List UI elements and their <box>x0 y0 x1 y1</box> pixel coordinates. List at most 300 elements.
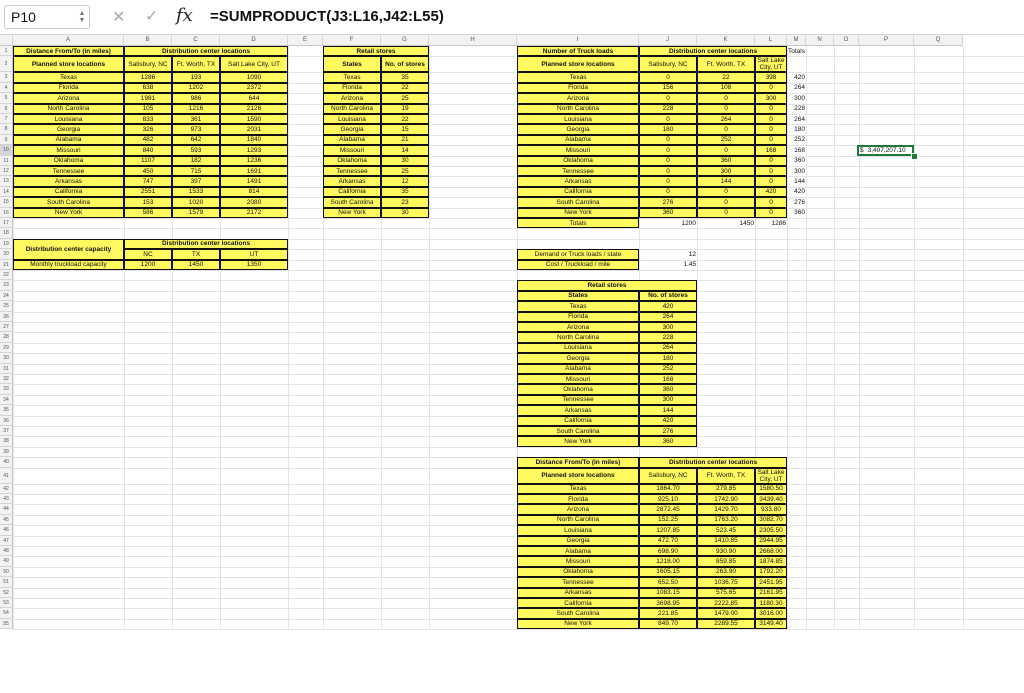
cost-cell[interactable]: 2222.85 <box>697 598 755 608</box>
distance-cell[interactable]: 1590 <box>220 114 288 124</box>
param-label[interactable]: Cost / Truckload / mile <box>517 260 639 270</box>
truck-cell[interactable]: 0 <box>639 72 697 82</box>
distance-cell[interactable]: 1216 <box>172 104 220 114</box>
retail2-cell[interactable]: 144 <box>639 405 697 415</box>
row-header[interactable]: 34 <box>0 395 13 405</box>
cost-cell[interactable]: Alabama <box>517 546 639 556</box>
retail-cell[interactable]: 35 <box>381 72 429 82</box>
retail2-cell[interactable]: Texas <box>517 301 639 311</box>
cost-cell[interactable]: 2668.00 <box>755 546 787 556</box>
distance-table-row-header[interactable]: Planned store locations <box>13 56 124 72</box>
cost-cell[interactable]: 2161.95 <box>755 588 787 598</box>
truck-total[interactable]: 1286 <box>771 219 786 227</box>
distance-cell[interactable]: 1020 <box>172 197 220 207</box>
column-header-p[interactable]: P <box>859 35 914 46</box>
distance-cell[interactable]: 2126 <box>220 104 288 114</box>
column-header-m[interactable]: M <box>787 35 806 46</box>
retail-cell[interactable]: Arkansas <box>323 176 381 186</box>
column-header-d[interactable]: D <box>220 35 288 46</box>
retail-cell[interactable]: Tennessee <box>323 166 381 176</box>
distance-cell[interactable]: 1236 <box>220 156 288 166</box>
truck-cell[interactable]: North Carolina <box>517 104 639 114</box>
distance-cell[interactable]: 638 <box>124 83 172 93</box>
row-header[interactable]: 54 <box>0 608 13 618</box>
cost-table-title[interactable]: Distance From/To (in miles) <box>517 457 639 467</box>
row-header[interactable]: 12 <box>0 166 13 176</box>
truck-total[interactable]: 1200 <box>681 219 696 227</box>
truck-cell[interactable]: 0 <box>697 197 755 207</box>
truck-cell[interactable]: 0 <box>755 197 787 207</box>
distance-cell[interactable]: California <box>13 187 124 197</box>
fill-handle[interactable] <box>911 153 918 160</box>
truck-row-total[interactable]: 264 <box>794 115 805 123</box>
distance-cell[interactable]: 840 <box>124 145 172 155</box>
truck-cell[interactable]: 0 <box>697 93 755 103</box>
truck-totals-header[interactable]: Totals <box>788 47 805 55</box>
cost-col-header[interactable]: Salt Lake City, UT <box>755 468 787 484</box>
row-header[interactable]: 25 <box>0 301 13 311</box>
capacity-col-header[interactable]: NC <box>124 249 172 259</box>
distance-cell[interactable]: 1293 <box>220 145 288 155</box>
truck-cell[interactable]: 156 <box>639 83 697 93</box>
distance-cell[interactable]: 1202 <box>172 83 220 93</box>
retail-cell[interactable]: New York <box>323 208 381 218</box>
row-header[interactable]: 51 <box>0 577 13 587</box>
truck-cell[interactable]: 0 <box>755 83 787 93</box>
cost-cell[interactable]: 3698.95 <box>639 598 697 608</box>
cost-cell[interactable]: 575.65 <box>697 588 755 598</box>
retail2-cell[interactable]: California <box>517 416 639 426</box>
row-header[interactable]: 32 <box>0 374 13 384</box>
distance-cell[interactable]: 2080 <box>220 197 288 207</box>
capacity-value[interactable]: 1200 <box>124 260 172 270</box>
truck-cell[interactable]: Arizona <box>517 93 639 103</box>
distance-cell[interactable]: 2031 <box>220 124 288 134</box>
row-header[interactable]: 22 <box>0 270 13 280</box>
truck-table-group-header[interactable]: Distribution center locations <box>639 46 787 56</box>
cost-cell[interactable]: Arkansas <box>517 588 639 598</box>
cost-cell[interactable]: New York <box>517 619 639 629</box>
retail-cell[interactable]: 35 <box>381 187 429 197</box>
cost-cell[interactable]: Arizona <box>517 504 639 514</box>
row-header[interactable]: 2 <box>0 56 13 72</box>
distance-cell[interactable]: Oklahoma <box>13 156 124 166</box>
capacity-row-label[interactable]: Monthly truckload capacity <box>13 260 124 270</box>
retail2-cell[interactable]: Georgia <box>517 353 639 363</box>
cost-col-header[interactable]: Ft. Worth, TX <box>697 468 755 484</box>
row-header[interactable]: 52 <box>0 588 13 598</box>
row-header[interactable]: 43 <box>0 494 13 504</box>
distance-cell[interactable]: 1691 <box>220 166 288 176</box>
truck-cell[interactable]: 0 <box>639 145 697 155</box>
retail-cell[interactable]: 30 <box>381 208 429 218</box>
truck-cell[interactable]: California <box>517 187 639 197</box>
retail2-cell[interactable]: North Carolina <box>517 332 639 342</box>
truck-cell[interactable]: Florida <box>517 83 639 93</box>
truck-cell[interactable]: 300 <box>697 166 755 176</box>
truck-cell[interactable]: 0 <box>697 104 755 114</box>
cancel-icon[interactable]: ✕ <box>112 9 126 26</box>
retail2-cell[interactable]: 168 <box>639 374 697 384</box>
retail2-cell[interactable]: Oklahoma <box>517 384 639 394</box>
distance-cell[interactable]: 814 <box>220 187 288 197</box>
param-label[interactable]: Demand or Truck loads / state <box>517 249 639 259</box>
row-header[interactable]: 44 <box>0 504 13 514</box>
distance-cell[interactable]: 586 <box>124 208 172 218</box>
truck-cell[interactable]: 0 <box>755 104 787 114</box>
cost-cell[interactable]: Texas <box>517 484 639 494</box>
cost-cell[interactable]: 3149.40 <box>755 619 787 629</box>
retail-cell[interactable]: 15 <box>381 124 429 134</box>
truck-cell[interactable]: 0 <box>697 208 755 218</box>
row-header[interactable]: 18 <box>0 228 13 238</box>
retail-cell[interactable]: 22 <box>381 83 429 93</box>
truck-row-total[interactable]: 360 <box>794 209 805 217</box>
truck-totals-label[interactable]: Totals <box>517 218 639 228</box>
cost-cell[interactable]: 1580.50 <box>755 484 787 494</box>
cost-cell[interactable]: 1479.00 <box>697 608 755 618</box>
retail2-cell[interactable]: 264 <box>639 343 697 353</box>
distance-cell[interactable]: 397 <box>172 176 220 186</box>
truck-cell[interactable]: 0 <box>755 208 787 218</box>
truck-cell[interactable]: 0 <box>639 93 697 103</box>
name-box-dropdown-icon[interactable]: ▲ ▼ <box>78 10 86 24</box>
cost-cell[interactable]: 3082.70 <box>755 515 787 525</box>
row-header[interactable]: 11 <box>0 156 13 166</box>
retail2-cell[interactable]: 252 <box>639 364 697 374</box>
retail2-cell[interactable]: 420 <box>639 301 697 311</box>
retail-cell[interactable]: 12 <box>381 176 429 186</box>
retail2-cell[interactable]: 300 <box>639 395 697 405</box>
truck-cell[interactable]: Tennessee <box>517 166 639 176</box>
retail-cell[interactable]: Missouri <box>323 145 381 155</box>
retail-cell[interactable]: Arizona <box>323 93 381 103</box>
row-header[interactable]: 26 <box>0 312 13 322</box>
row-header[interactable]: 50 <box>0 567 13 577</box>
distance-table-col-header[interactable]: Salisbury, NC <box>124 56 172 72</box>
cost-col-header[interactable]: Salisbury, NC <box>639 468 697 484</box>
cost-table-group-header[interactable]: Distribution center locations <box>639 457 787 467</box>
retail-cell[interactable]: 23 <box>381 197 429 207</box>
row-header[interactable]: 9 <box>0 135 13 145</box>
retail2-cell[interactable]: 360 <box>639 436 697 446</box>
param-value[interactable]: 12 <box>688 250 696 258</box>
truck-cell[interactable]: Louisiana <box>517 114 639 124</box>
retail2-title[interactable]: Retail stores <box>517 280 697 290</box>
distance-cell[interactable]: Georgia <box>13 124 124 134</box>
column-header-e[interactable]: E <box>288 35 323 46</box>
cost-cell[interactable]: 849.70 <box>639 619 697 629</box>
column-header-k[interactable]: K <box>697 35 755 46</box>
truck-cell[interactable]: 0 <box>755 124 787 134</box>
retail-cell[interactable]: South Carolina <box>323 197 381 207</box>
truck-cell[interactable]: 398 <box>755 72 787 82</box>
row-header[interactable]: 33 <box>0 384 13 394</box>
truck-cell[interactable]: 0 <box>755 176 787 186</box>
truck-col-header[interactable]: Salisbury, NC <box>639 56 697 72</box>
cost-cell[interactable]: 652.50 <box>639 577 697 587</box>
row-header[interactable]: 21 <box>0 260 13 270</box>
distance-cell[interactable]: 326 <box>124 124 172 134</box>
truck-row-total[interactable]: 300 <box>794 167 805 175</box>
retail-col-states[interactable]: States <box>323 56 381 72</box>
distance-cell[interactable]: 1981 <box>124 93 172 103</box>
cost-cell[interactable]: Tennessee <box>517 577 639 587</box>
cost-cell[interactable]: North Carolina <box>517 515 639 525</box>
cost-cell[interactable]: Oklahoma <box>517 567 639 577</box>
truck-cell[interactable]: South Carolina <box>517 197 639 207</box>
row-header[interactable]: 31 <box>0 364 13 374</box>
truck-cell[interactable]: 252 <box>697 135 755 145</box>
truck-cell[interactable]: Arkansas <box>517 176 639 186</box>
cost-cell[interactable]: 3016.00 <box>755 608 787 618</box>
column-header-l[interactable]: L <box>755 35 787 46</box>
cost-cell[interactable]: 2289.55 <box>697 619 755 629</box>
truck-cell[interactable]: Missouri <box>517 145 639 155</box>
column-header-c[interactable]: C <box>172 35 220 46</box>
retail-cell[interactable]: North Carolina <box>323 104 381 114</box>
retail2-col-states[interactable]: States <box>517 291 639 301</box>
column-header-a[interactable]: A <box>13 35 124 46</box>
cost-cell[interactable]: 1083.15 <box>639 588 697 598</box>
row-header[interactable]: 30 <box>0 353 13 363</box>
retail2-cell[interactable]: Alabama <box>517 364 639 374</box>
retail-cell[interactable]: Georgia <box>323 124 381 134</box>
retail-cell[interactable]: California <box>323 187 381 197</box>
row-header[interactable]: 5 <box>0 93 13 103</box>
truck-cell[interactable]: 0 <box>755 166 787 176</box>
truck-cell[interactable]: 22 <box>697 72 755 82</box>
cost-cell[interactable]: 1410.85 <box>697 536 755 546</box>
distance-cell[interactable]: 1090 <box>220 72 288 82</box>
distance-cell[interactable]: 1533 <box>172 187 220 197</box>
capacity-col-header[interactable]: UT <box>220 249 288 259</box>
cost-cell[interactable]: Louisiana <box>517 525 639 535</box>
capacity-value[interactable]: 1350 <box>220 260 288 270</box>
row-header[interactable]: 13 <box>0 176 13 186</box>
distance-cell[interactable]: 833 <box>124 114 172 124</box>
truck-cell[interactable]: 276 <box>639 197 697 207</box>
insert-function-icon[interactable]: fx <box>176 5 193 26</box>
column-header-q[interactable]: Q <box>914 35 963 46</box>
truck-cell[interactable]: 144 <box>697 176 755 186</box>
result-cell-p10[interactable] <box>857 145 914 155</box>
truck-cell[interactable]: 0 <box>697 187 755 197</box>
row-header[interactable]: 7 <box>0 114 13 124</box>
truck-row-total[interactable]: 300 <box>794 94 805 102</box>
row-header[interactable]: 28 <box>0 332 13 342</box>
cost-cell[interactable]: 1792.20 <box>755 567 787 577</box>
truck-cell[interactable]: 0 <box>697 145 755 155</box>
truck-cell[interactable]: 264 <box>697 114 755 124</box>
distance-cell[interactable]: 715 <box>172 166 220 176</box>
row-header[interactable]: 41 <box>0 468 13 484</box>
retail2-cell[interactable]: 264 <box>639 312 697 322</box>
cost-cell[interactable]: 1218.00 <box>639 556 697 566</box>
cost-cell[interactable]: South Carolina <box>517 608 639 618</box>
cost-cell[interactable]: 698.90 <box>639 546 697 556</box>
truck-cell[interactable]: New York <box>517 208 639 218</box>
row-header[interactable]: 55 <box>0 619 13 629</box>
row-header[interactable]: 46 <box>0 525 13 535</box>
distance-table-title[interactable]: Distance From/To (in miles) <box>13 46 124 56</box>
distance-cell[interactable]: 1491 <box>220 176 288 186</box>
distance-cell[interactable]: 482 <box>124 135 172 145</box>
retail2-cell[interactable]: 276 <box>639 426 697 436</box>
capacity-col-header[interactable]: TX <box>172 249 220 259</box>
truck-total[interactable]: 1450 <box>739 219 754 227</box>
distance-cell[interactable]: Louisiana <box>13 114 124 124</box>
distance-cell[interactable]: 642 <box>172 135 220 145</box>
truck-cell[interactable]: 360 <box>697 156 755 166</box>
cost-cell[interactable]: 1180.30 <box>755 598 787 608</box>
column-header-f[interactable]: F <box>323 35 381 46</box>
column-header-i[interactable]: I <box>517 35 639 46</box>
distance-cell[interactable]: 105 <box>124 104 172 114</box>
truck-row-total[interactable]: 420 <box>794 74 805 82</box>
retail-col-stores[interactable]: No. of stores <box>381 56 429 72</box>
distance-cell[interactable]: Tennessee <box>13 166 124 176</box>
capacity-group-header[interactable]: Distribution center locations <box>124 239 288 249</box>
cost-cell[interactable]: 1036.75 <box>697 577 755 587</box>
truck-col-header[interactable]: Salt Lake City, UT <box>755 56 787 72</box>
distance-cell[interactable]: 2372 <box>220 83 288 93</box>
truck-cell[interactable]: 0 <box>639 135 697 145</box>
row-header[interactable]: 17 <box>0 218 13 228</box>
cost-cell[interactable]: 2944.95 <box>755 536 787 546</box>
row-header[interactable]: 16 <box>0 208 13 218</box>
distance-cell[interactable]: 593 <box>172 145 220 155</box>
truck-row-total[interactable]: 252 <box>794 136 805 144</box>
cost-cell[interactable]: 1763.20 <box>697 515 755 525</box>
truck-col-header[interactable]: Ft. Worth, TX <box>697 56 755 72</box>
retail2-cell[interactable]: 300 <box>639 322 697 332</box>
distance-cell[interactable]: 1840 <box>220 135 288 145</box>
distance-cell[interactable]: 1579 <box>172 208 220 218</box>
column-header-j[interactable]: J <box>639 35 697 46</box>
truck-cell[interactable]: 0 <box>755 156 787 166</box>
distance-cell[interactable]: 1107 <box>124 156 172 166</box>
row-header[interactable]: 39 <box>0 447 13 457</box>
retail-cell[interactable]: 19 <box>381 104 429 114</box>
truck-cell[interactable]: 360 <box>639 208 697 218</box>
column-header-n[interactable]: N <box>806 35 834 46</box>
row-header[interactable]: 53 <box>0 598 13 608</box>
truck-table-row-header[interactable]: Planned store locations <box>517 56 639 72</box>
row-header[interactable]: 3 <box>0 72 13 82</box>
row-header[interactable]: 42 <box>0 484 13 494</box>
retail-cell[interactable]: 21 <box>381 135 429 145</box>
truck-cell[interactable]: 168 <box>755 145 787 155</box>
distance-cell[interactable]: 450 <box>124 166 172 176</box>
retail2-cell[interactable]: Arkansas <box>517 405 639 415</box>
retail2-cell[interactable]: 180 <box>639 353 697 363</box>
truck-cell[interactable]: 0 <box>639 156 697 166</box>
capacity-label[interactable]: Distribution center capacity <box>13 239 124 260</box>
distance-cell[interactable]: 986 <box>172 93 220 103</box>
row-header[interactable]: 15 <box>0 197 13 207</box>
truck-cell[interactable]: Texas <box>517 72 639 82</box>
cost-cell[interactable]: California <box>517 598 639 608</box>
cost-cell[interactable]: 930.90 <box>697 546 755 556</box>
cost-cell[interactable]: 523.45 <box>697 525 755 535</box>
distance-cell[interactable]: North Carolina <box>13 104 124 114</box>
distance-cell[interactable]: Arizona <box>13 93 124 103</box>
distance-cell[interactable]: 153 <box>124 197 172 207</box>
row-header[interactable]: 45 <box>0 515 13 525</box>
row-header[interactable]: 23 <box>0 280 13 290</box>
row-header[interactable]: 6 <box>0 104 13 114</box>
distance-cell[interactable]: Florida <box>13 83 124 93</box>
truck-row-total[interactable]: 144 <box>794 178 805 186</box>
row-header[interactable]: 19 <box>0 239 13 249</box>
row-header[interactable]: 37 <box>0 426 13 436</box>
retail-cell[interactable]: Louisiana <box>323 114 381 124</box>
distance-cell[interactable]: Arkansas <box>13 176 124 186</box>
cost-cell[interactable]: 2451.95 <box>755 577 787 587</box>
confirm-icon[interactable]: ✓ <box>145 8 159 25</box>
row-header[interactable]: 40 <box>0 457 13 467</box>
cost-cell[interactable]: 1605.15 <box>639 567 697 577</box>
cost-cell[interactable]: 1874.85 <box>755 556 787 566</box>
truck-table-title[interactable]: Number of Truck loads <box>517 46 639 56</box>
retail-cell[interactable]: 25 <box>381 166 429 176</box>
cost-cell[interactable]: 1207.85 <box>639 525 697 535</box>
corner-select-all[interactable] <box>0 35 13 46</box>
column-header-b[interactable]: B <box>124 35 172 46</box>
row-header[interactable]: 8 <box>0 124 13 134</box>
param-value[interactable]: 1.45 <box>683 261 696 269</box>
row-header[interactable]: 27 <box>0 322 13 332</box>
truck-cell[interactable]: 300 <box>755 93 787 103</box>
truck-row-total[interactable]: 264 <box>794 84 805 92</box>
cost-table-row-header[interactable]: Planned store locations <box>517 468 639 484</box>
retail-cell[interactable]: 22 <box>381 114 429 124</box>
retail-cell[interactable]: Alabama <box>323 135 381 145</box>
distance-cell[interactable]: Alabama <box>13 135 124 145</box>
distance-table-col-header[interactable]: Salt Lake City, UT <box>220 56 288 72</box>
truck-cell[interactable]: 0 <box>755 135 787 145</box>
row-header[interactable]: 14 <box>0 187 13 197</box>
row-header[interactable]: 10 <box>0 145 13 155</box>
cost-cell[interactable]: 472.70 <box>639 536 697 546</box>
truck-row-total[interactable]: 228 <box>794 105 805 113</box>
distance-cell[interactable]: 361 <box>172 114 220 124</box>
retail2-cell[interactable]: Arizona <box>517 322 639 332</box>
retail2-cell[interactable]: 360 <box>639 384 697 394</box>
retail-cell[interactable]: 30 <box>381 156 429 166</box>
retail2-cell[interactable]: South Carolina <box>517 426 639 436</box>
cost-cell[interactable]: 859.85 <box>697 556 755 566</box>
cost-cell[interactable]: 1429.70 <box>697 504 755 514</box>
retail2-col-stores[interactable]: No. of stores <box>639 291 697 301</box>
retail-table-title[interactable]: Retail stores <box>323 46 429 56</box>
cost-cell[interactable]: 263.90 <box>697 567 755 577</box>
distance-table-col-header[interactable]: Ft. Worth, TX <box>172 56 220 72</box>
row-header[interactable]: 49 <box>0 556 13 566</box>
truck-cell[interactable]: 0 <box>639 166 697 176</box>
capacity-value[interactable]: 1450 <box>172 260 220 270</box>
retail2-cell[interactable]: 228 <box>639 332 697 342</box>
row-header[interactable]: 47 <box>0 536 13 546</box>
distance-cell[interactable]: Texas <box>13 72 124 82</box>
truck-cell[interactable]: 0 <box>639 114 697 124</box>
distance-cell[interactable]: 2172 <box>220 208 288 218</box>
truck-cell[interactable]: 0 <box>697 124 755 134</box>
cost-cell[interactable]: 152.25 <box>639 515 697 525</box>
distance-table-group-header[interactable]: Distribution center locations <box>124 46 288 56</box>
retail2-cell[interactable]: Louisiana <box>517 343 639 353</box>
